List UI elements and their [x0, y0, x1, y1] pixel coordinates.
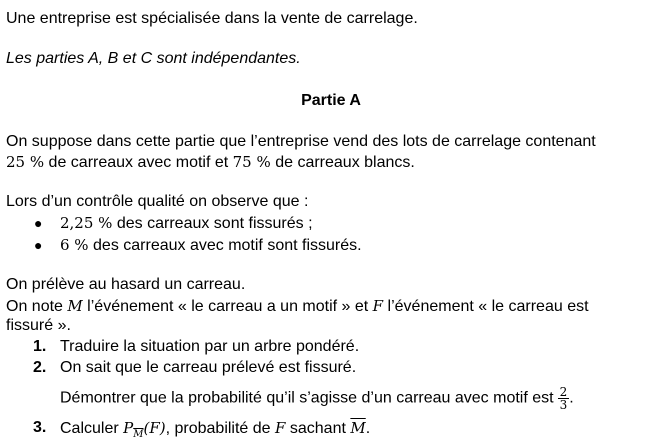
event-F: F — [372, 297, 384, 315]
parts-note: Les parties A, B et C sont indépendantes. — [6, 50, 301, 67]
fraction-two-thirds — [558, 386, 570, 411]
supposition-line-1: On suppose dans cette partie que l’entreprise vend des lots de carrelage contenant — [6, 133, 596, 150]
part-title: Partie A — [301, 92, 361, 109]
bullet-value-2: 6 % — [60, 236, 89, 254]
question-3-a: Calculer — [60, 420, 124, 437]
event-M: M — [67, 297, 83, 315]
event-Mbar: $\overline{M}$ — [350, 419, 366, 437]
fraction-denominator: 3 — [559, 398, 568, 412]
question-2-sub-end: . — [569, 389, 574, 407]
draw-line-2-a: On note — [6, 298, 68, 315]
prob-sub-Mbar: M — [133, 429, 144, 440]
intro-text: Une entreprise est spécialisée dans la vente de carrelage. — [6, 10, 418, 27]
percent-motif: 25 % — [6, 153, 45, 171]
question-number-1: 1. — [33, 338, 47, 355]
bullet-icon: ● — [34, 215, 43, 231]
prob-P: P — [123, 419, 134, 437]
draw-line-1: On prélève au hasard un carreau. — [6, 276, 246, 293]
question-text-2: On sait que le carreau prélevé est fissuré. — [60, 359, 357, 376]
draw-line-2-c: l’événement « le carreau est — [383, 298, 589, 315]
supposition-end: de carreaux blancs. — [270, 154, 415, 171]
question-2-sub — [60, 386, 574, 411]
control-intro: Lors d’un contrôle qualité on observe que : — [6, 193, 309, 210]
bullet-item-2 — [60, 235, 362, 256]
question-2-sub-text: Démontrer que la probabilité qu’il s’agisse d’un carreau avec motif est — [60, 389, 554, 407]
question-3-b: , probabilité de — [165, 420, 276, 437]
question-3-d: . — [365, 420, 371, 437]
bullet-icon: ● — [34, 237, 43, 253]
bullet-value-1: 2,25 % — [60, 214, 113, 232]
question-number-3: 3. — [33, 419, 47, 436]
question-text-3 — [60, 418, 370, 445]
draw-line-3: fissuré ». — [6, 317, 71, 334]
fraction-numerator: 2 — [559, 385, 568, 399]
percent-blancs: 75 % — [232, 153, 271, 171]
bullet-text-1: des carreaux sont fissurés ; — [112, 215, 313, 232]
event-F-2: F — [275, 419, 286, 437]
question-number-2: 2. — [33, 359, 47, 376]
supposition-line-2 — [6, 152, 415, 173]
draw-line-2-b: l’événement « le carreau a un motif » et — [82, 298, 373, 315]
question-3-c: sachant — [285, 420, 351, 437]
bullet-text-2: des carreaux avec motif sont fissurés. — [88, 237, 362, 254]
supposition-mid: de carreaux avec motif et — [44, 154, 233, 171]
question-text-1: Traduire la situation par un arbre pondéré. — [60, 338, 360, 355]
prob-arg: (F) — [143, 419, 166, 437]
bullet-item-1 — [60, 213, 313, 234]
draw-line-2 — [6, 296, 589, 317]
